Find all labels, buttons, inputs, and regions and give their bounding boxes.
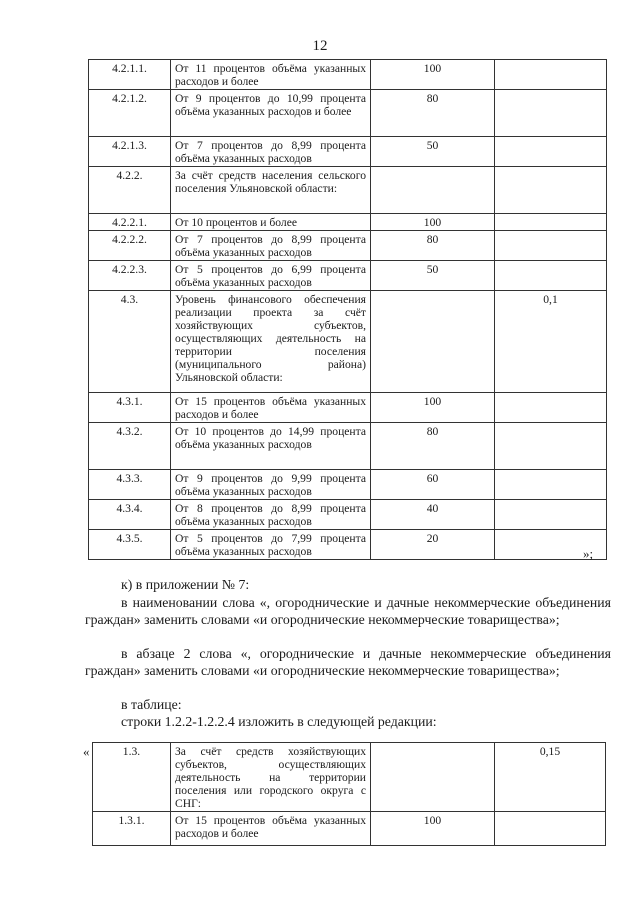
row-weight — [495, 137, 607, 167]
row-criterion-text: За счёт средств населения сельского поселения Ульяновской области: — [171, 167, 371, 214]
row-score: 80 — [371, 231, 495, 261]
row-number: 4.2.1.3. — [89, 137, 171, 167]
row-criterion-text: От 8 процентов до 8,99 процента объёма указанных расходов — [171, 500, 371, 530]
row-score — [371, 743, 495, 812]
row-number: 4.3.2. — [89, 423, 171, 470]
row-weight: 0,1 — [495, 291, 607, 393]
row-number: 4.3.4. — [89, 500, 171, 530]
row-score: 100 — [371, 214, 495, 231]
row-weight — [495, 812, 606, 846]
row-number: 4.2.2.2. — [89, 231, 171, 261]
row-criterion-text: От 9 процентов до 10,99 процента объёма указанных расходов и более — [171, 90, 371, 137]
row-weight — [495, 261, 607, 291]
paragraph-appendix-7: к) в приложении № 7: — [121, 577, 250, 592]
page-number: 12 — [312, 38, 328, 54]
row-criterion-text: От 10 процентов до 14,99 процента объёма указанных расходов — [171, 423, 371, 470]
row-criterion-text: От 5 процентов до 7,99 процента объёма указанных расходов — [171, 530, 371, 560]
row-weight — [495, 214, 607, 231]
row-weight — [495, 90, 607, 137]
row-number: 4.2.1.1. — [89, 60, 171, 90]
row-score: 100 — [371, 60, 495, 90]
row-criterion-text: Уровень финансового обеспечения реализации проекта за счёт хозяйствующих субъектов, осуществляющих деятельность на территории поселения (муниципального района) Ульяновской области: — [171, 291, 371, 393]
table-row — [89, 167, 607, 214]
row-weight — [495, 393, 607, 423]
row-weight — [495, 231, 607, 261]
row-score: 80 — [371, 90, 495, 137]
table-row — [89, 137, 607, 167]
row-score — [371, 291, 495, 393]
row-score: 50 — [371, 137, 495, 167]
row-score — [371, 167, 495, 214]
closing-quote-mark: »; — [583, 546, 594, 561]
row-score: 80 — [371, 423, 495, 470]
row-number: 4.3. — [89, 291, 171, 393]
table-row — [89, 90, 607, 137]
opening-quote-mark: « — [83, 744, 90, 759]
table-row — [89, 291, 607, 393]
row-weight — [495, 470, 607, 500]
row-score: 100 — [371, 393, 495, 423]
criteria-table-new-wording — [92, 742, 606, 846]
table-row — [89, 500, 607, 530]
table-row — [89, 214, 607, 231]
row-score: 100 — [371, 812, 495, 846]
row-criterion-text: От 11 процентов объёма указанных расходов и более — [171, 60, 371, 90]
row-criterion-text: От 7 процентов до 8,99 процента объёма указанных расходов — [171, 137, 371, 167]
row-score: 20 — [371, 530, 495, 560]
table-row — [89, 470, 607, 500]
row-number: 1.3. — [93, 743, 171, 812]
row-criterion-text: От 5 процентов до 6,99 процента объёма указанных расходов — [171, 261, 371, 291]
paragraph-in-table: в таблице: — [121, 697, 182, 712]
row-number: 4.3.3. — [89, 470, 171, 500]
table-row — [89, 423, 607, 470]
row-weight — [495, 60, 607, 90]
row-number: 4.2.2. — [89, 167, 171, 214]
row-criterion-text: От 7 процентов до 8,99 процента объёма указанных расходов — [171, 231, 371, 261]
row-number: 4.2.2.1. — [89, 214, 171, 231]
row-criterion-text: От 10 процентов и более — [171, 214, 371, 231]
row-weight: 0,15 — [495, 743, 606, 812]
paragraph-rows-new-wording: строки 1.2.2-1.2.2.4 изложить в следующей редакции: — [121, 714, 437, 729]
row-criterion-text: От 15 процентов объёма указанных расходов и более — [171, 812, 371, 846]
table-row — [93, 812, 606, 846]
row-weight — [495, 167, 607, 214]
row-weight — [495, 423, 607, 470]
row-score: 60 — [371, 470, 495, 500]
row-number: 1.3.1. — [93, 812, 171, 846]
row-criterion-text: За счёт средств хозяйствующих субъектов, осуществляющих деятельность на территории поселения или городского округа с СНГ: — [171, 743, 371, 812]
row-number: 4.3.1. — [89, 393, 171, 423]
paragraph-title-amendment: в наименовании слова «, огороднические и дачные некоммерческие объединения граждан» заменить словами «и огороднические некоммерческие товарищества»; — [85, 595, 611, 627]
row-number: 4.2.1.2. — [89, 90, 171, 137]
table-row — [89, 60, 607, 90]
row-number: 4.3.5. — [89, 530, 171, 560]
table-row — [89, 530, 607, 560]
criteria-table — [88, 59, 607, 560]
row-criterion-text: От 15 процентов объёма указанных расходов и более — [171, 393, 371, 423]
row-score: 40 — [371, 500, 495, 530]
table-row — [93, 743, 606, 812]
paragraph-clause-2-amendment: в абзаце 2 слова «, огороднические и дачные некоммерческие объединения граждан» заменить словами «и огороднические некоммерческие товарищества»; — [85, 646, 611, 678]
row-score: 50 — [371, 261, 495, 291]
row-number: 4.2.2.3. — [89, 261, 171, 291]
table-row — [89, 231, 607, 261]
row-criterion-text: От 9 процентов до 9,99 процента объёма указанных расходов — [171, 470, 371, 500]
table-row — [89, 261, 607, 291]
table-row — [89, 393, 607, 423]
row-weight — [495, 500, 607, 530]
